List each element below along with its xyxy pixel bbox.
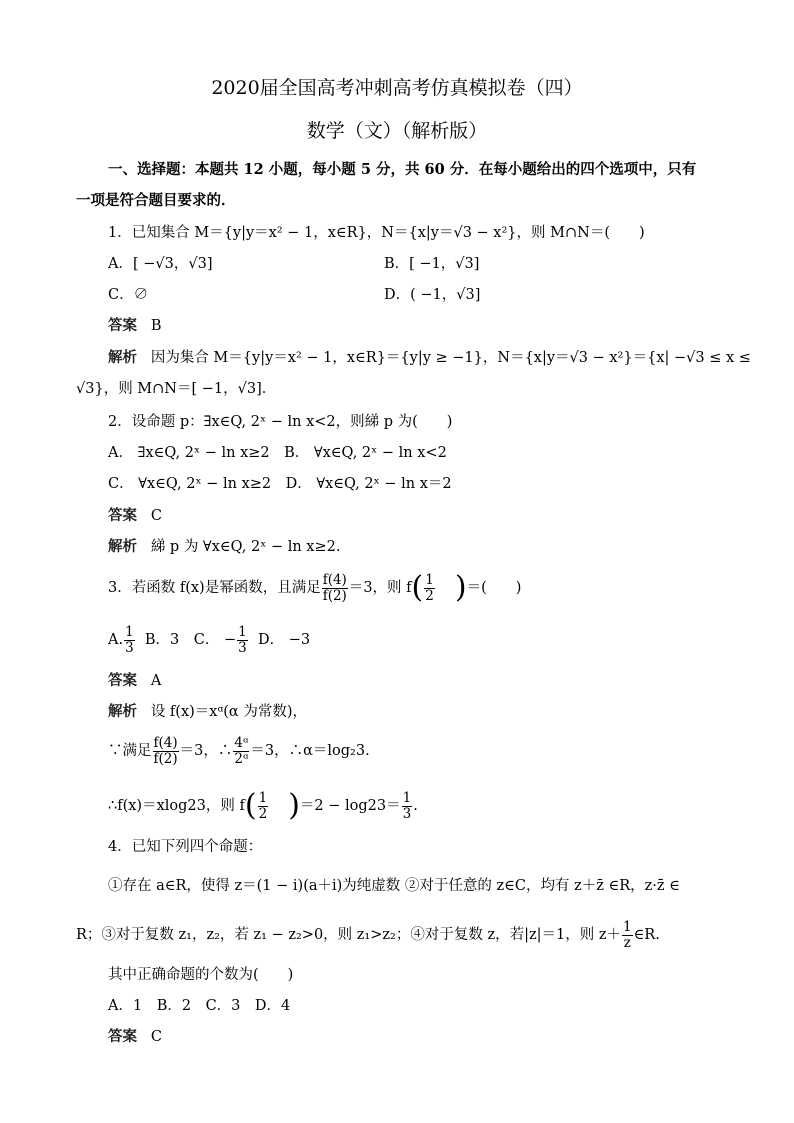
answer-label: 答案 — [108, 507, 137, 524]
frac-num: 1 — [402, 789, 412, 806]
q1-analysis-text: 因为集合 M＝{y|y＝x² − 1，x∈R}＝{y|y ≥ −1}，N＝{x|y＝√3 − x²}＝{x| −√3 ≤ x ≤ — [150, 350, 751, 366]
q3-stem-text: ＝( ) — [466, 580, 522, 596]
q4-statement-line1: ①存在 a∈R，使得 z＝(1 − i)(a＋i)为纯虚数 ②对于任意的 z∈C，均有 z＋z̄ ∈R，z·z̄ ∈ — [108, 878, 680, 894]
q4-answer-value: C — [150, 1029, 162, 1045]
q4-question: 其中正确命题的个数为( ) — [108, 967, 294, 983]
frac-den: 2 — [258, 805, 268, 822]
q1-option-b: B．[ −1，√3] — [384, 256, 480, 272]
q3-step-text: ＝3，∴ — [179, 743, 233, 759]
q4-line2-text: ∈R. — [633, 927, 660, 943]
page-subtitle: 数学（文）（解析版） — [306, 120, 488, 142]
frac-den: 3 — [402, 805, 412, 822]
q2-answer — [108, 506, 162, 526]
frac-num: 1 — [425, 571, 434, 588]
q2-answer-value: C — [150, 508, 162, 524]
q1-answer — [108, 316, 161, 336]
page-title: 2020届全国高考冲刺高考仿真模拟卷（四） — [211, 77, 583, 99]
frac-num: 1 — [125, 623, 134, 640]
q1-option-a: A．[ −√3，√3] — [108, 256, 213, 272]
q1-analysis — [108, 348, 751, 368]
frac-num: 1 — [622, 918, 632, 935]
frac-num: 1 — [238, 623, 247, 640]
analysis-label: 解析 — [108, 349, 137, 366]
q4-options: A．1 B．2 C．3 D．4 — [108, 998, 291, 1014]
frac-den: 2ᵅ — [234, 750, 249, 767]
q3-opt-a-fraction — [124, 625, 135, 656]
q3-opt-text: B．3 C． − — [144, 632, 237, 648]
q3-step1 — [108, 731, 370, 771]
q2-analysis — [108, 537, 340, 557]
answer-label: 答案 — [108, 317, 137, 334]
q3-analysis — [108, 702, 307, 722]
q3-stem-text: ＝3，则 f — [348, 580, 412, 596]
frac-den: z — [623, 934, 631, 951]
frac-num: f(4) — [322, 571, 347, 588]
q1-analysis-cont: √3}，则 M∩N＝[ −1，√3]． — [76, 381, 277, 397]
answer-label: 答案 — [108, 1028, 137, 1045]
q3-opt-c-fraction — [237, 625, 248, 656]
q2-analysis-text: 綈 p 为 ∀x∈Q, 2ˣ − ln x≥2. — [150, 539, 341, 555]
q3-step2-half — [258, 791, 269, 822]
section-heading-line1: 一、选择题：本题共 12 小题，每小题 5 分，共 60 分．在每小题给出的四个选项中，只有 — [108, 161, 697, 178]
frac-den: f(2) — [153, 750, 178, 767]
q1-option-d: D．( −1，√3] — [384, 287, 481, 303]
frac-den: f(2) — [322, 587, 347, 604]
section-heading-line2: 一项是符合题目要求的． — [76, 192, 236, 209]
q3-answer — [108, 671, 161, 691]
q3-step-text: ∴f(x)＝xlog23，则 f — [108, 798, 245, 814]
q3-options — [108, 621, 310, 659]
q3-analysis-text: 设 f(x)＝xᵅ(α 为常数)， — [150, 704, 307, 720]
frac-den: 2 — [425, 587, 434, 604]
q1-answer-value: B — [150, 318, 162, 334]
q3-stem-text: 3．若函数 f(x)是幂函数，且满足 — [108, 580, 321, 596]
answer-label: 答案 — [108, 672, 137, 689]
q3-opt-text: A. — [108, 632, 124, 648]
q4-statement-line2 — [76, 915, 660, 955]
q4-reciprocal — [622, 920, 633, 951]
q4-answer — [108, 1027, 162, 1047]
q3-step-text: ∵满足 — [108, 743, 152, 759]
q4-stem: 4．已知下列四个命题： — [108, 839, 263, 855]
q4-line2-text: R；③对于复数 z₁，z₂，若 z₁ − z₂>0，则 z₁>z₂；④对于复数 z，若|z|＝1，则 z＋ — [76, 927, 621, 943]
frac-num: 4ᵅ — [234, 734, 249, 751]
analysis-label: 解析 — [108, 703, 137, 720]
q2-stem: 2．设命题 p：∃x∈Q, 2ˣ − ln x<2，则綈 p 为( ) — [108, 414, 453, 430]
q3-step-text: ＝3，∴α＝log₂3. — [250, 743, 370, 759]
q3-half-fraction — [424, 573, 435, 604]
q1-option-c: C．∅ — [108, 287, 149, 303]
q1-stem: 1．已知集合 M＝{y|y＝x² − 1，x∈R}，N＝{x|y＝√3 − x²}，则 M∩N＝( ) — [108, 225, 645, 241]
q3-stem: 3．若函数 f(x)是幂函数，且满足 $\frac{f(4)}{f(2)}$ ＝3，则 f( $\frac{1}{2}$ )＝( ) — [108, 570, 522, 605]
frac-num: 1 — [258, 789, 268, 806]
frac-den: 3 — [238, 639, 247, 656]
q3-answer-value: A — [150, 673, 162, 689]
q3-ratio-fraction — [322, 573, 348, 604]
frac-den: 3 — [125, 639, 134, 656]
analysis-label: 解析 — [108, 538, 137, 555]
q3-step1-power — [233, 736, 249, 767]
q3-step2: ∴f(x)＝xlog23，则 f( $\frac{1}{2}$ )＝2 − log23＝ $\frac{1}{3}$ . — [108, 788, 418, 823]
q3-step1-ratio — [153, 736, 179, 767]
q2-options-ab: A． ∃x∈Q, 2ˣ − ln x≥2 B． ∀x∈Q, 2ˣ − ln x<2 — [108, 445, 447, 461]
q3-opt-text: D． −3 — [257, 632, 311, 648]
frac-num: f(4) — [153, 734, 178, 751]
q2-options-cd: C． ∀x∈Q, 2ˣ − ln x≥2 D． ∀x∈Q, 2ˣ − ln x＝2 — [108, 476, 452, 492]
q3-step-text: . — [413, 798, 418, 814]
q3-step2-third — [402, 791, 413, 822]
q3-step-text: ＝2 − log23＝ — [299, 798, 401, 814]
